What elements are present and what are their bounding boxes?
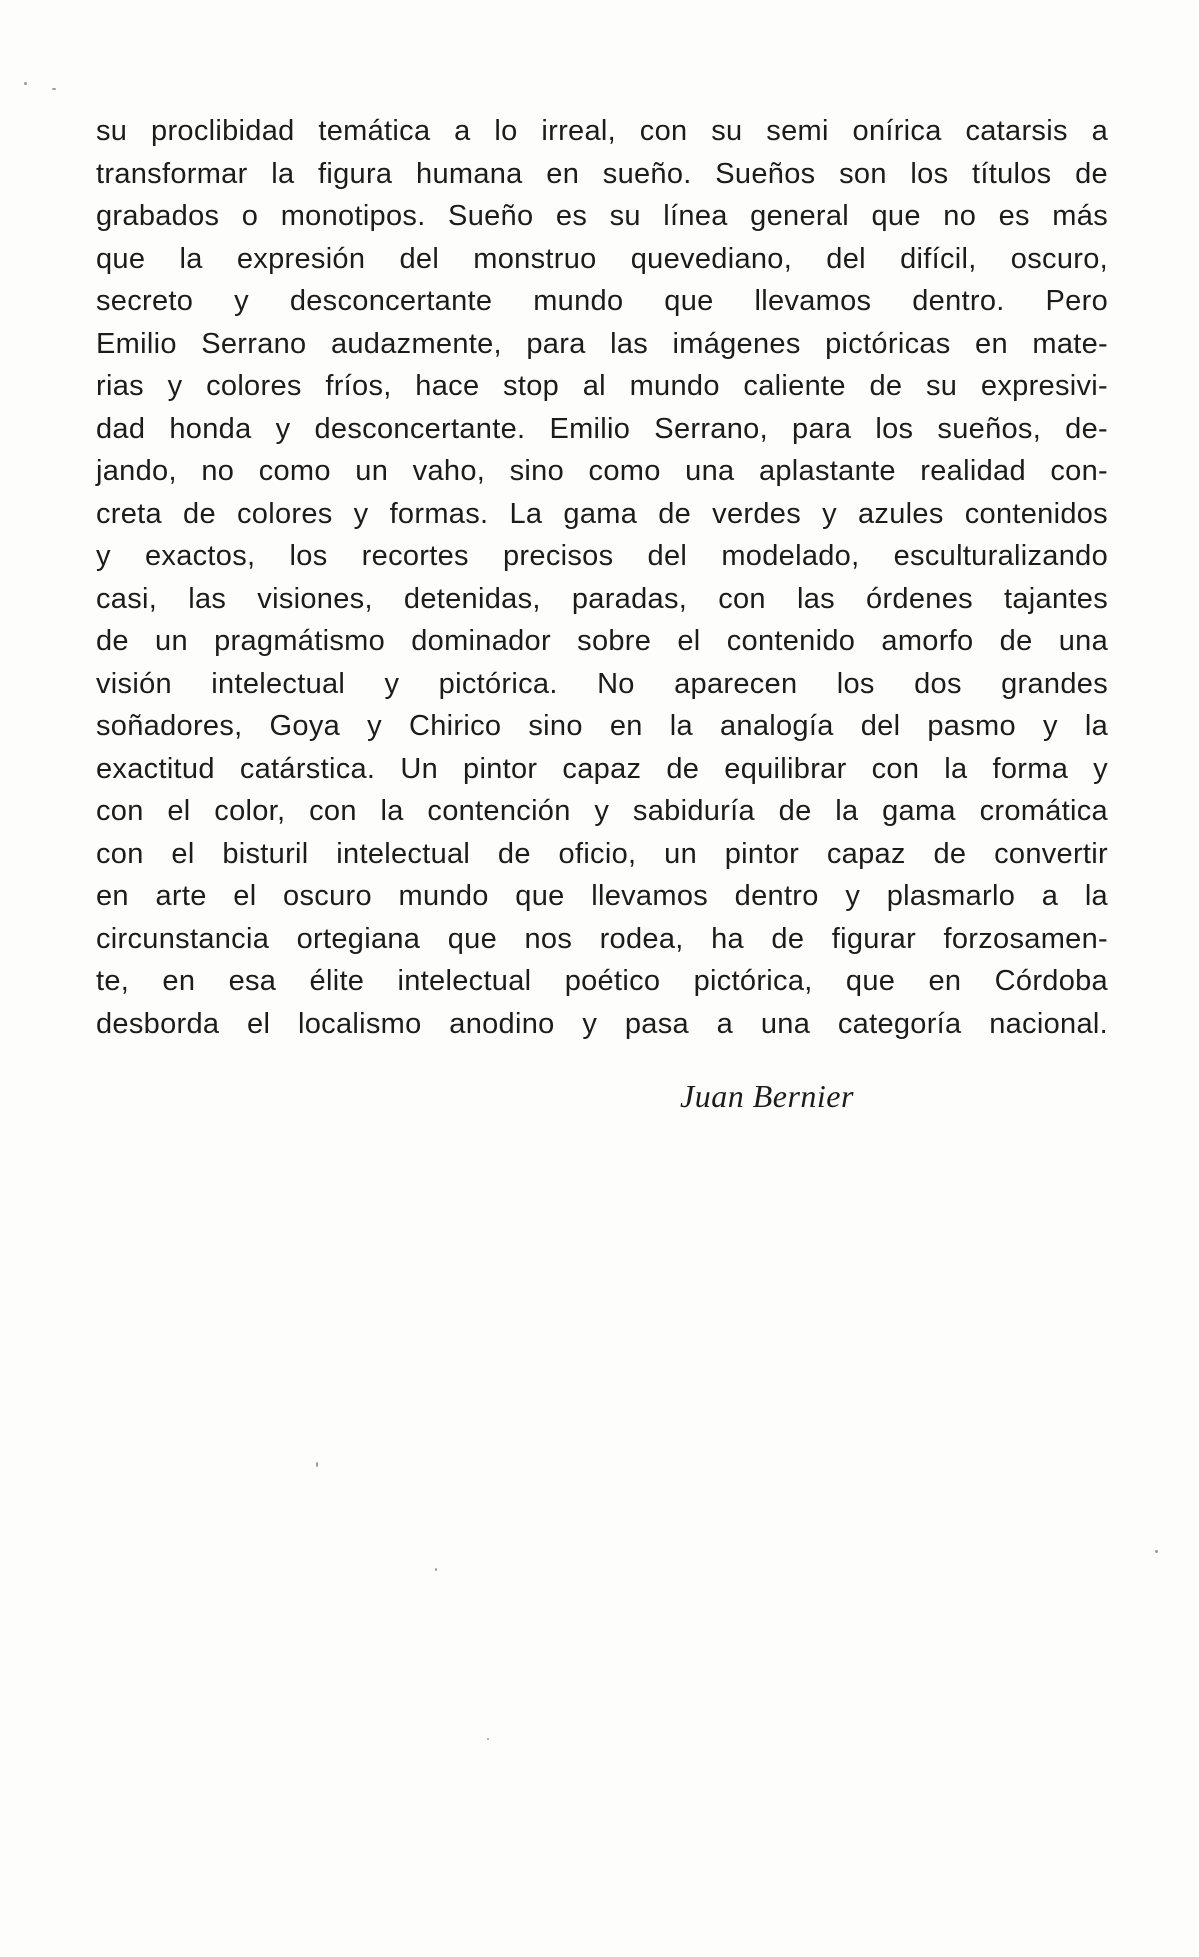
scan-speck: [435, 1568, 437, 1571]
author-signature: Juan Bernier: [680, 1078, 854, 1114]
text-line: visión intelectual y pictórica. No aparecen los dos grandes: [96, 667, 1108, 700]
text-line: secreto y desconcertante mundo que llevamos dentro. Pero: [96, 285, 1108, 317]
scan-speck: [316, 1462, 318, 1467]
text-line: Emilio Serrano audazmente, para las imágenes pictóricas en mate-: [96, 327, 1108, 360]
scan-speck: [52, 88, 56, 90]
text-line: soñadores, Goya y Chirico sino en la analogía del pasmo y la: [96, 710, 1108, 742]
text-line: jando, no como un vaho, sino como una aplastante realidad con-: [96, 455, 1108, 487]
text-line: casi, las visiones, detenidas, paradas, con las órdenes tajantes: [96, 582, 1108, 615]
text-line: de un pragmátismo dominador sobre el contenido amorfo de una: [96, 625, 1108, 657]
text-line: te, en esa élite intelectual poético pictórica, que en Córdoba: [96, 965, 1108, 997]
text-line: que la expresión del monstruo quevediano, del difícil, oscuro,: [96, 242, 1108, 275]
text-line: y exactos, los recortes precisos del modelado, esculturalizando: [96, 540, 1108, 572]
text-line: en arte el oscuro mundo que llevamos dentro y plasmarlo a la: [96, 880, 1108, 912]
scan-speck: [487, 1738, 489, 1740]
text-line: desborda el localismo anodino y pasa a una categoría nacional.: [96, 1007, 1108, 1040]
text-line: su proclibidad temática a lo irreal, con su semi onírica catarsis a: [96, 115, 1108, 147]
text-line: circunstancia ortegiana que nos rodea, ha de figurar forzosamen-: [96, 922, 1108, 955]
scan-speck: [24, 82, 27, 85]
body-paragraph: [96, 110, 1108, 1045]
text-line: dad honda y desconcertante. Emilio Serrano, para los sueños, de-: [96, 412, 1108, 445]
text-line: creta de colores y formas. La gama de verdes y azules contenidos: [96, 497, 1108, 530]
text-line: con el bisturil intelectual de oficio, un pintor capaz de convertir: [96, 837, 1108, 870]
text-line: con el color, con la contención y sabiduría de la gama cromática: [96, 795, 1108, 827]
scan-speck: [1155, 1550, 1158, 1553]
text-line: grabados o monotipos. Sueño es su línea general que no es más: [96, 200, 1108, 232]
text-line: rias y colores fríos, hace stop al mundo caliente de su expresivi-: [96, 370, 1108, 402]
text-line: transformar la figura humana en sueño. Sueños son los títulos de: [96, 157, 1108, 190]
text-line: exactitud catárstica. Un pintor capaz de equilibrar con la forma y: [96, 752, 1108, 785]
